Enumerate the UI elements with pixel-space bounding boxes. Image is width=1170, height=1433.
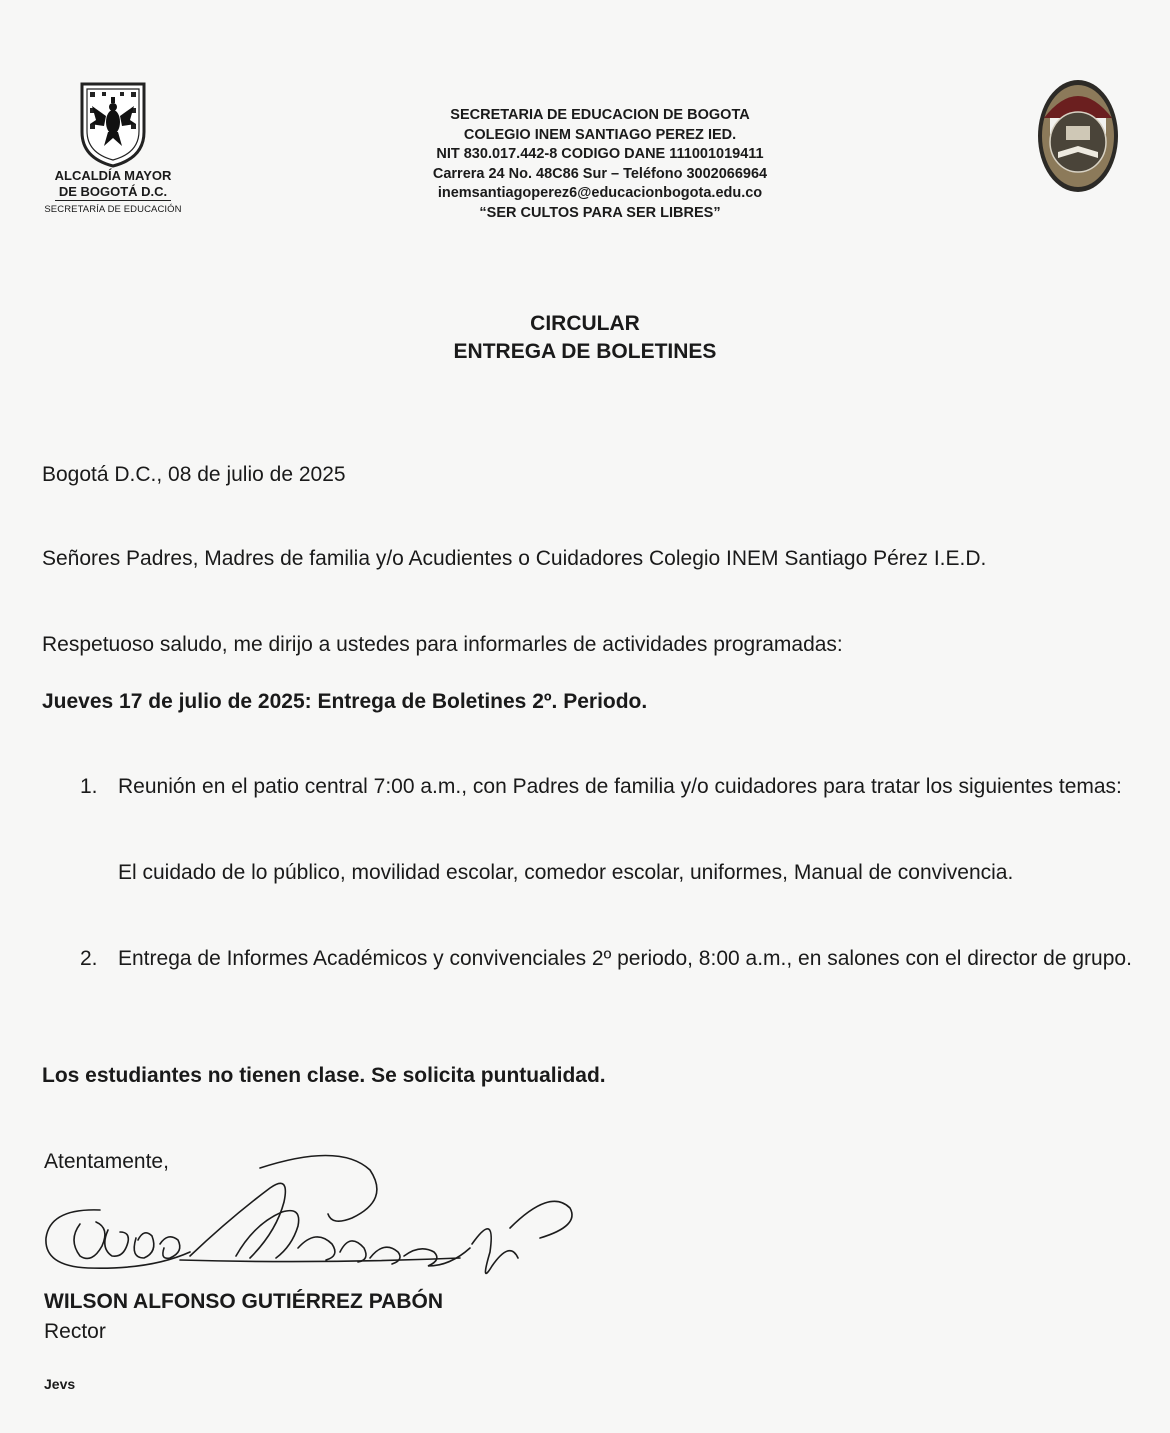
transcriber-initials: Jevs (44, 1376, 76, 1392)
signatory-name: WILSON ALFONSO GUTIÉRREZ PABÓN (44, 1290, 443, 1313)
date-line: Bogotá D.C., 08 de julio de 2025 (42, 463, 346, 486)
letterhead-email: inemsantiagoperez6@educacionbogota.edu.co (437, 185, 763, 201)
letterhead-line: NIT 830.017.442-8 CODIGO DANE 111001019411 (436, 146, 764, 162)
list-item-text: Entrega de Informes Académicos y convivenciales 2º periodo, 8:00 a.m., en salones con el director de grupo. (118, 947, 1132, 970)
list-item (80, 774, 1160, 800)
secretaria-line: SECRETARÍA DE EDUCACIÓN (44, 204, 182, 215)
bogota-coat-of-arms-icon (78, 80, 148, 168)
signatory-role: Rector (44, 1320, 106, 1343)
alcaldia-line-1: ALCALDÍA MAYOR (54, 168, 172, 183)
alcaldia-logo (38, 80, 188, 215)
circular-title (0, 310, 1170, 366)
list-item-number: 1. (80, 775, 98, 798)
title-line-2: ENTREGA DE BOLETINES (453, 340, 717, 363)
signature-icon (40, 1148, 580, 1288)
list-item-number: 2. (80, 947, 98, 970)
list-item-text: Reunión en el patio central 7:00 a.m., con Padres de familia y/o cuidadores para tratar los siguientes temas: (118, 775, 1122, 798)
event-heading: Jueves 17 de julio de 2025: Entrega de Boletines 2º. Periodo. (42, 690, 648, 713)
greeting: Respetuoso saludo, me dirijo a ustedes para informarles de actividades programadas: (42, 633, 843, 656)
school-seal-icon (1036, 78, 1120, 194)
alcaldia-line-2: DE BOGOTÁ D.C. (55, 184, 171, 201)
meeting-topics: El cuidado de lo público, movilidad escolar, comedor escolar, uniformes, Manual de convivencia. (118, 861, 1014, 884)
letterhead-line: COLEGIO INEM SANTIAGO PEREZ IED. (463, 126, 737, 143)
closing-salutation: Atentamente, (44, 1150, 169, 1173)
title-line-1: CIRCULAR (530, 312, 640, 335)
letterhead-line: SECRETARIA DE EDUCACION DE BOGOTA (450, 107, 750, 123)
letterhead-motto: “SER CULTOS PARA SER LIBRES” (479, 204, 721, 221)
letterhead-line: Carrera 24 No. 48C86 Sur – Teléfono 3002066964 (432, 165, 768, 182)
list-item (80, 946, 1160, 972)
notice: Los estudiantes no tienen clase. Se solicita puntualidad. (42, 1064, 606, 1087)
letterhead (340, 106, 860, 223)
addressee: Señores Padres, Madres de familia y/o Acudientes o Cuidadores Colegio INEM Santiago Pérez I.E.D. (42, 547, 987, 570)
